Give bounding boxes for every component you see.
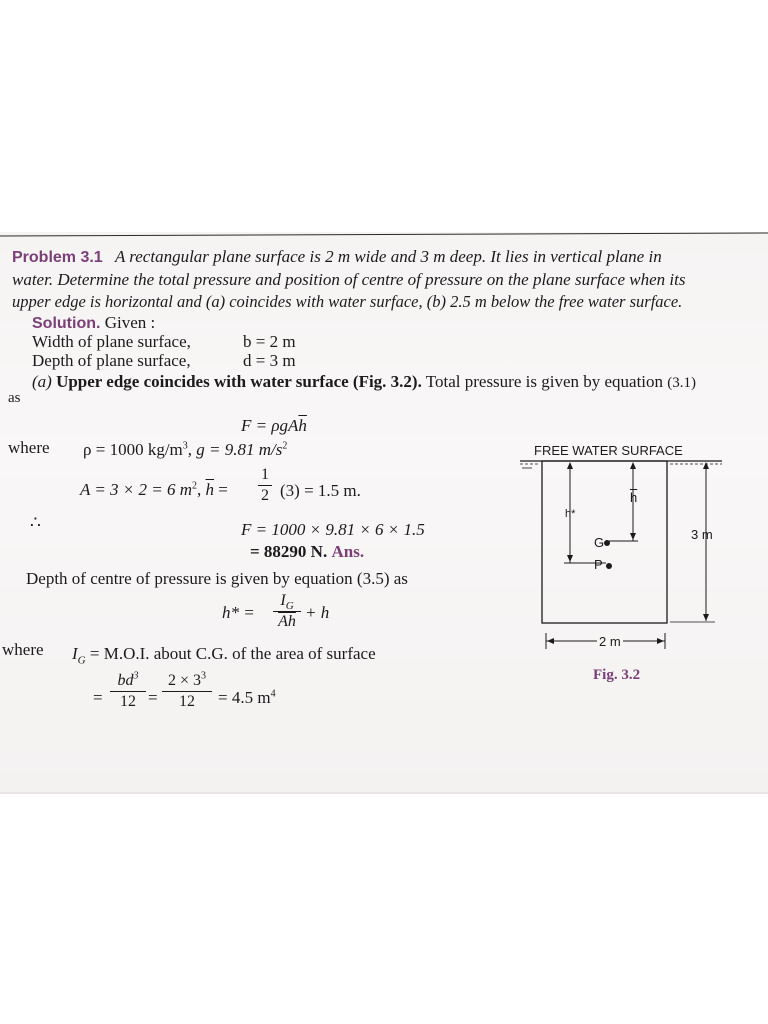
cop-text: Depth of centre of pressure is given by equation (3.5) as (26, 569, 408, 588)
width-arrow-right (657, 638, 664, 644)
hbar-symbol: $\overline{h}$ (205, 480, 215, 499)
hbar-result: (3) = 1.5 m. (280, 481, 361, 500)
hstar-arrow-bottom (567, 555, 573, 562)
hstar-lhs: h* = (222, 603, 255, 622)
solution-label: Solution. (32, 315, 101, 332)
rho-g-line (83, 440, 287, 460)
hbar-arrow-top (630, 462, 636, 469)
bd3-bar (110, 691, 146, 692)
force-calc: F = 1000 × 9.81 × 6 × 1.5 (241, 520, 425, 539)
moi-exp: 4 (270, 688, 276, 700)
moi-result-text: = 4.5 m (218, 688, 271, 707)
ig-num-sub: G (285, 600, 294, 613)
depth-label: Depth of plane surface, (32, 351, 191, 370)
plus-hbar: + h (305, 603, 330, 622)
force-formula-h: $\overline{h}$ (298, 416, 307, 435)
figure-3-2 (510, 455, 750, 660)
depth-value: d = 3 m (243, 351, 296, 370)
problem-line-2: water. Determine the total pressure and position of centre of pressure on the plane surface when its (12, 270, 686, 289)
part-a-line (32, 372, 696, 393)
hbar-prefix: , (197, 480, 206, 499)
area-text: A = 3 × 2 = 6 m (80, 480, 193, 499)
hbar-eq: = (214, 480, 228, 499)
depth-arrow-bottom (703, 614, 709, 621)
problem-line-3: upper edge is horizontal and (a) coincides with water surface, (b) 2.5 m below the free water surface. (12, 292, 683, 311)
eq-sign-1: = (93, 688, 103, 707)
calc-fraction (162, 672, 212, 711)
depth-arrow-top (703, 462, 709, 469)
ig-def-sub: G (77, 654, 86, 667)
half-fraction (258, 466, 272, 505)
hstar-arrow-top (567, 462, 573, 469)
top-rule (0, 232, 768, 238)
force-formula-text: F = ρgA (241, 416, 299, 435)
therefore-symbol: ∴ (30, 513, 41, 532)
width-label: Width of plane surface, (32, 332, 191, 351)
given-text: Given : (104, 313, 156, 332)
moi-result (218, 688, 276, 708)
calc-bar (162, 691, 212, 692)
half-num: 1 (261, 466, 269, 483)
g-exp: 2 (282, 440, 288, 452)
p-point (606, 563, 612, 569)
part-a-prefix: (a) (32, 372, 52, 391)
rho-exp: 3 (182, 440, 188, 452)
figure-caption: Fig. 3.2 (593, 667, 641, 683)
problem-line-1 (12, 247, 662, 268)
bd3-den: 12 (120, 693, 136, 710)
ig-def-line (72, 644, 376, 667)
where-2: where (2, 640, 44, 659)
hstar-label: h* (565, 508, 576, 520)
problem-text-1: A rectangular plane surface is 2 m wide and 3 m deep. It lies in vertical plane in (114, 247, 662, 266)
force-result-line (250, 542, 364, 562)
ig-num-sym: I (280, 592, 286, 609)
hbar-arrow-bottom (630, 533, 636, 540)
bd3-num-text: bd (117, 672, 134, 689)
force-result: = 88290 N. (250, 542, 328, 561)
problem-label: Problem 3.1 (12, 249, 103, 266)
bd3-exp: 3 (133, 670, 139, 682)
width-value: b = 2 m (243, 332, 296, 351)
p-label: P (594, 557, 603, 572)
calc-num-text: 2 × 3 (167, 672, 202, 689)
ah-den: Ah (278, 613, 296, 630)
half-bar (258, 485, 272, 486)
g-label: G (594, 535, 605, 550)
hbar-label-text: $\overline{h}$ (630, 490, 638, 505)
calc-num (162, 672, 212, 690)
area-exp: 2 (192, 480, 198, 492)
calc-exp: 3 (201, 670, 207, 682)
bd3-fraction (110, 672, 146, 711)
where-1: where (8, 438, 50, 457)
ans-label: Ans. (331, 542, 365, 561)
force-formula (241, 416, 307, 436)
depth-3m-label: 3 m (691, 527, 713, 542)
half-den: 2 (261, 487, 269, 504)
as-word: as (8, 390, 21, 406)
rho-text: ρ = 1000 kg/m (83, 440, 183, 459)
hbar-label (630, 490, 637, 505)
free-surface-label: FREE WATER SURFACE (534, 443, 683, 458)
ig-def-sym: I (72, 644, 78, 663)
eq-ref-3-1: (3.1) (667, 375, 697, 391)
solution-line (32, 313, 155, 334)
calc-den: 12 (179, 693, 195, 710)
ig-over-ah (273, 592, 301, 631)
g-point (604, 540, 610, 546)
g-text: , g = 9.81 m/s (187, 440, 283, 459)
ig-def-text: = M.O.I. about C.G. of the area of surface (89, 644, 376, 663)
part-a-rest: Total pressure is given by equation (425, 372, 664, 391)
part-a-heading: Upper edge coincides with water surface (Fig. 3.2). (56, 372, 422, 391)
bd3-num (110, 672, 146, 690)
width-arrow-left (547, 638, 554, 644)
eq-sign-2: = (148, 688, 158, 707)
width-2m-label: 2 m (599, 634, 621, 649)
ig-num (273, 592, 301, 613)
area-line (80, 480, 228, 500)
